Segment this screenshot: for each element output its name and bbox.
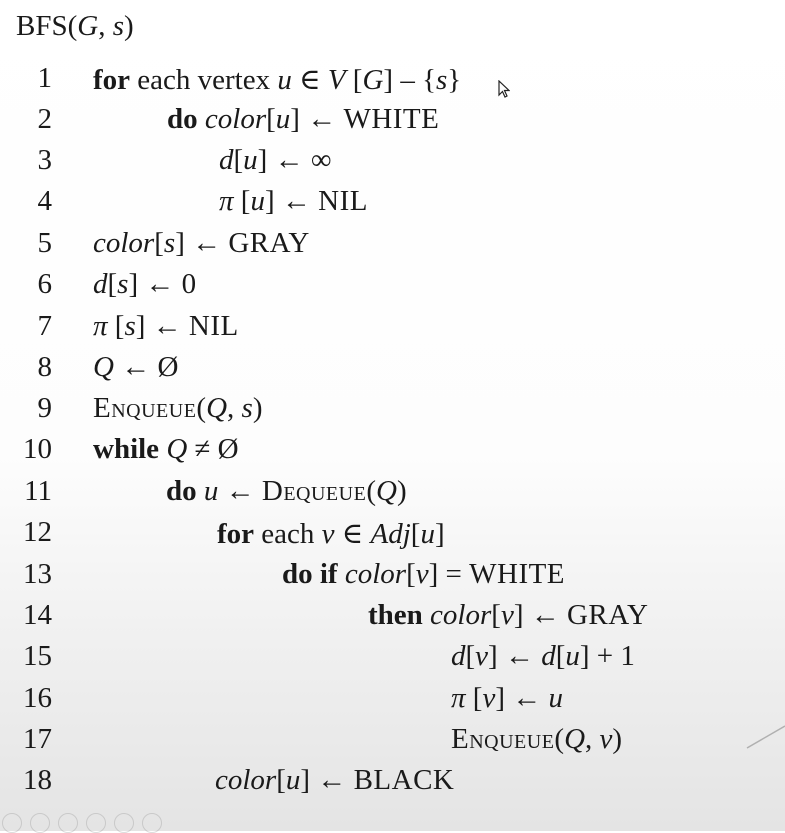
line-number: 11 xyxy=(24,475,52,507)
line-number: 5 xyxy=(37,227,52,259)
line-number: 10 xyxy=(23,433,52,465)
line-code: do color[u] ← WHITE xyxy=(167,103,440,135)
line-code: Q ← Ø xyxy=(93,351,179,383)
line-number: 9 xyxy=(37,392,52,424)
line-number: 16 xyxy=(23,682,52,714)
line-number: 14 xyxy=(23,599,52,631)
line-code: Enqueue(Q, v) xyxy=(451,723,623,755)
line-code: color[s] ← GRAY xyxy=(93,227,310,259)
toolbar-button-icon[interactable] xyxy=(114,813,134,833)
procedure-name: BFS xyxy=(16,10,68,42)
line-number: 6 xyxy=(37,268,52,300)
toolbar-button-icon[interactable] xyxy=(58,813,78,833)
line-number: 18 xyxy=(23,764,52,796)
line-code: Enqueue(Q, s) xyxy=(93,392,263,424)
procedure-title: BFS(G, s) xyxy=(16,10,134,42)
annotation-stroke-icon xyxy=(745,720,785,750)
line-code: for each v ∈ Adj[u] xyxy=(217,518,445,550)
line-number: 4 xyxy=(37,185,52,217)
toolbar-button-icon[interactable] xyxy=(30,813,50,833)
line-code: d[v] ← d[u] + 1 xyxy=(451,640,635,672)
line-code: color[u] ← BLACK xyxy=(215,764,455,796)
toolbar-button-icon[interactable] xyxy=(2,813,22,833)
line-code: do if color[v] = WHITE xyxy=(282,558,566,590)
toolbar-button-icon[interactable] xyxy=(86,813,106,833)
line-code: π [u] ← NIL xyxy=(219,185,368,217)
line-number: 7 xyxy=(37,310,52,342)
line-number: 1 xyxy=(37,62,52,94)
line-code: d[u] ← ∞ xyxy=(219,144,332,176)
line-number: 12 xyxy=(23,516,52,548)
line-code: while Q ≠ Ø xyxy=(93,433,239,465)
line-code: π [v] ← u xyxy=(451,682,563,714)
line-code: π [s] ← NIL xyxy=(93,310,239,342)
line-code: d[s] ← 0 xyxy=(93,268,197,300)
line-number: 3 xyxy=(37,144,52,176)
line-code: for each vertex u ∈ V [G] – {s} xyxy=(93,64,462,96)
line-code: then color[v] ← GRAY xyxy=(368,599,649,631)
line-number: 17 xyxy=(23,723,52,755)
faded-player-toolbar xyxy=(2,813,162,833)
line-code: do u ← Dequeue(Q) xyxy=(166,475,407,507)
line-number: 8 xyxy=(37,351,52,383)
toolbar-button-icon[interactable] xyxy=(142,813,162,833)
line-number: 2 xyxy=(37,103,52,135)
line-number: 15 xyxy=(23,640,52,672)
mouse-cursor-icon xyxy=(498,80,510,98)
line-number: 13 xyxy=(23,558,52,590)
